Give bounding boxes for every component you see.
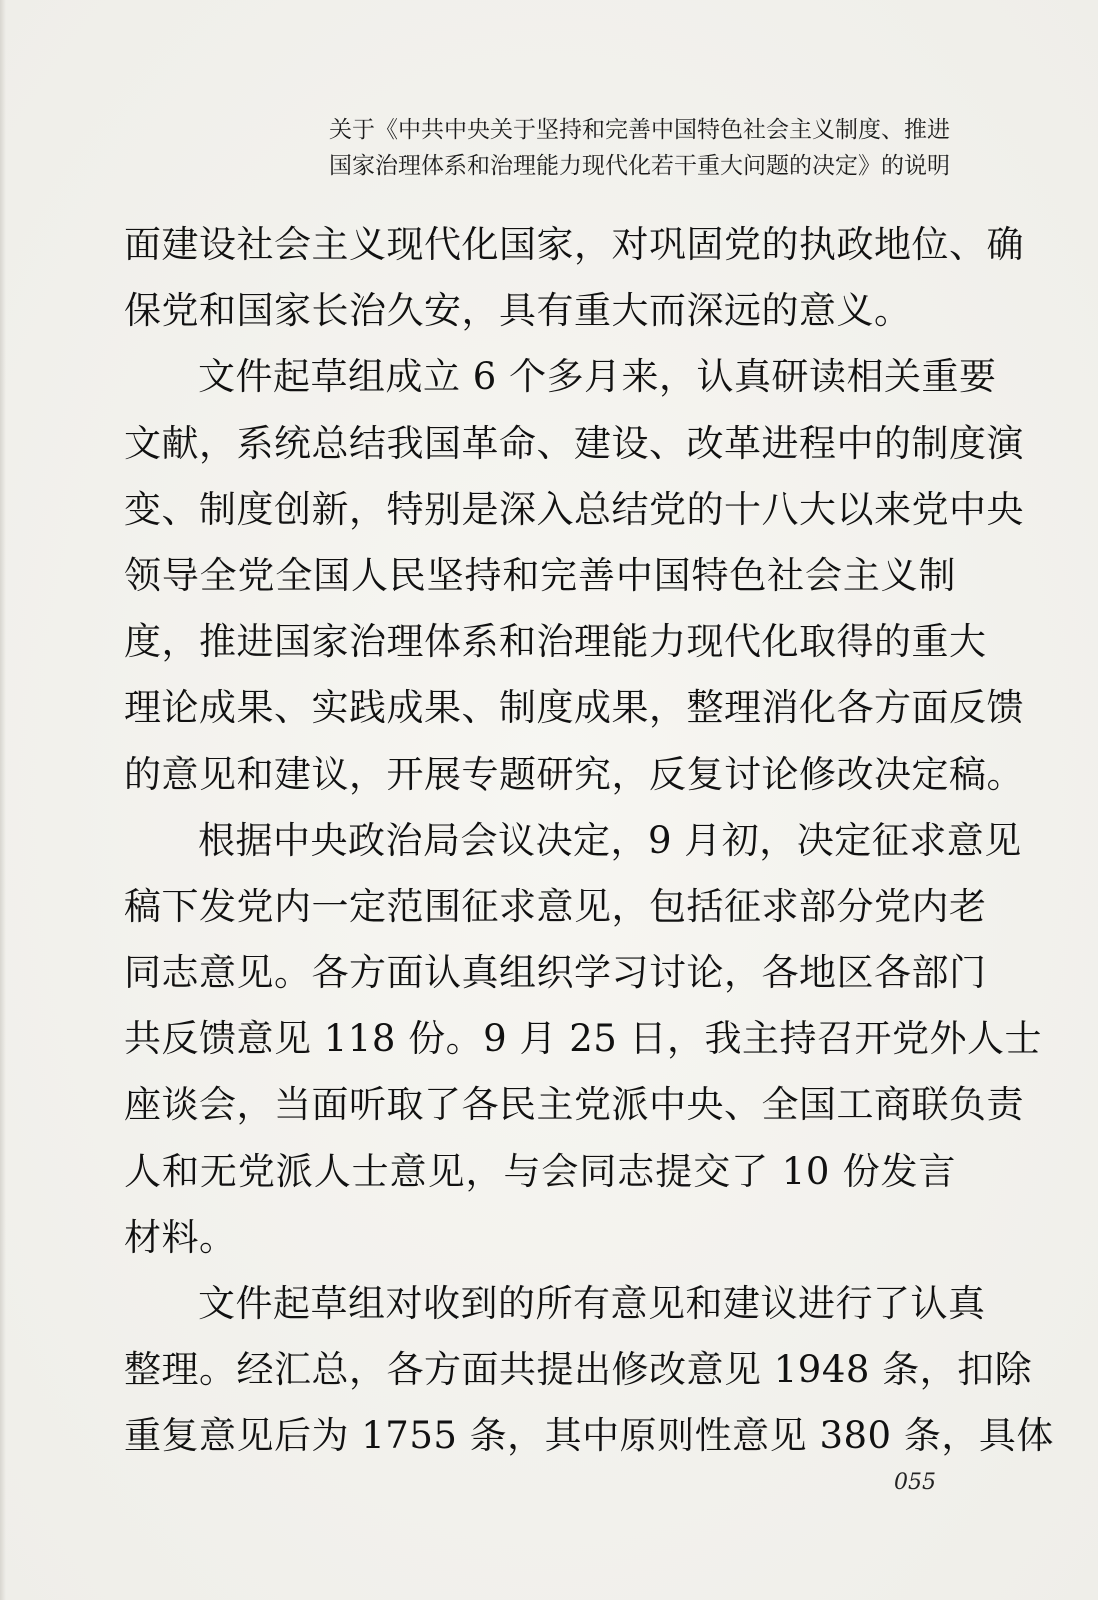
text-line: 座谈会，当面听取了各民主党派中央、全国工商联负责 bbox=[124, 1083, 1024, 1127]
text-line: 文件起草组对收到的所有意见和建议进行了认真 bbox=[198, 1282, 986, 1325]
text-line: 根据中央政治局会议决定，9 月初，决定征求意见 bbox=[198, 818, 1022, 862]
page-number: 055 bbox=[894, 1470, 936, 1495]
text-line: 的意见和建议，开展专题研究，反复讨论修改决定稿。 bbox=[124, 752, 1024, 796]
running-header-line-1: 关于《中共中央关于坚持和完善中国特色社会主义制度、推进 bbox=[329, 117, 950, 143]
text-line: 整理。经汇总，各方面共提出修改意见 1948 条，扣除 bbox=[124, 1348, 1033, 1392]
text-line: 理论成果、实践成果、制度成果，整理消化各方面反馈 bbox=[124, 686, 1024, 730]
text-line: 文献，系统总结我国革命、建设、改革进程中的制度演 bbox=[124, 421, 1024, 465]
text-line: 人和无党派人士意见，与会同志提交了 10 份发言 bbox=[124, 1149, 956, 1193]
text-line: 同志意见。各方面认真组织学习讨论，各地区各部门 bbox=[124, 951, 987, 995]
text-line: 共反馈意见 118 份。9 月 25 日，我主持召开党外人士 bbox=[124, 1017, 1043, 1061]
text-line: 稿下发党内一定范围征求意见，包括征求部分党内老 bbox=[124, 884, 987, 928]
text-line: 保党和国家长治久安，具有重大而深远的意义。 bbox=[124, 289, 912, 333]
text-line: 领导全党全国人民坚持和完善中国特色社会主义制 bbox=[124, 553, 956, 597]
running-header bbox=[200, 112, 950, 184]
text-line: 文件起草组成立 6 个多月来，认真研读相关重要 bbox=[198, 355, 997, 399]
text-line: 面建设社会主义现代化国家，对巩固党的执政地位、确 bbox=[124, 223, 1024, 266]
page-edge-shadow bbox=[0, 0, 6, 1600]
text-line: 变、制度创新，特别是深入总结党的十八大以来党中央 bbox=[124, 487, 1024, 531]
body-text bbox=[124, 212, 1054, 1470]
running-header-line-2: 国家治理体系和治理能力现代化若干重大问题的决定》的说明 bbox=[329, 153, 950, 179]
text-line: 度，推进国家治理体系和治理能力现代化取得的重大 bbox=[124, 620, 987, 664]
text-line: 重复意见后为 1755 条，其中原则性意见 380 条，具体 bbox=[124, 1414, 1054, 1458]
text-line: 材料。 bbox=[124, 1215, 237, 1259]
